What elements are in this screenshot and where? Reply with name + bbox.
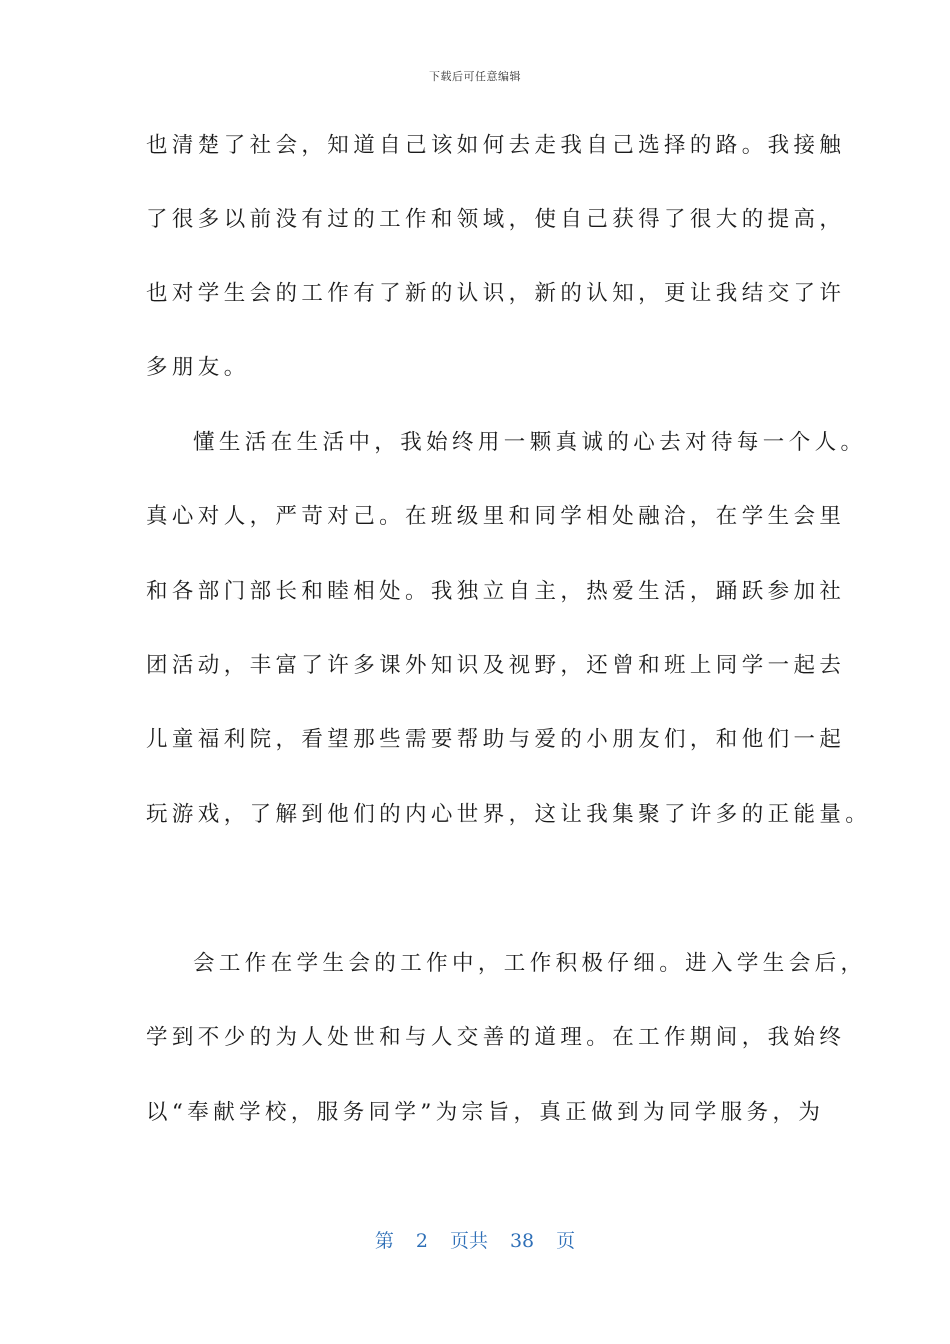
text-line: 也对学生会的工作有了新的认识，新的认知，更让我结交了许 <box>146 281 846 306</box>
text-line: 真心对人，严苛对己。在班级里和同学相处融洽，在学生会里 <box>146 504 846 529</box>
text-line: 以“奉献学校，服务同学”为宗旨，真正做到为同学服务，为 <box>146 1100 825 1125</box>
footer-total-pages: 38 <box>509 1230 535 1252</box>
text-line: 和各部门部长和睦相处。我独立自主，热爱生活，踊跃参加社 <box>146 579 846 604</box>
paragraph-start-line: 懂生活在生活中，我始终用一颗真诚的心去对待每一个人。 <box>193 430 867 455</box>
text-line: 多朋友。 <box>146 355 250 380</box>
footer-middle: 页共 <box>449 1230 488 1252</box>
text-line: 玩游戏，了解到他们的内心世界，这让我集聚了许多的正能量。 <box>146 802 872 827</box>
page-number-footer <box>0 1226 950 1253</box>
text-line: 也清楚了社会，知道自己该如何去走我自己选择的路。我接触 <box>146 133 846 158</box>
footer-page-number: 2 <box>415 1230 428 1252</box>
text-line: 团活动，丰富了许多课外知识及视野，还曾和班上同学一起去 <box>146 653 846 678</box>
page-header-note: 下载后可任意编辑 <box>429 70 521 83</box>
footer-suffix: 页 <box>556 1230 576 1252</box>
footer-prefix: 第 <box>374 1230 394 1252</box>
text-line: 学到不少的为人处世和与人交善的道理。在工作期间，我始终 <box>146 1025 846 1050</box>
text-line: 儿童福利院，看望那些需要帮助与爱的小朋友们，和他们一起 <box>146 727 846 752</box>
text-line: 了很多以前没有过的工作和领域，使自己获得了很大的提高， <box>146 207 846 232</box>
paragraph-start-line: 会工作在学生会的工作中，工作积极仔细。进入学生会后， <box>193 951 867 976</box>
